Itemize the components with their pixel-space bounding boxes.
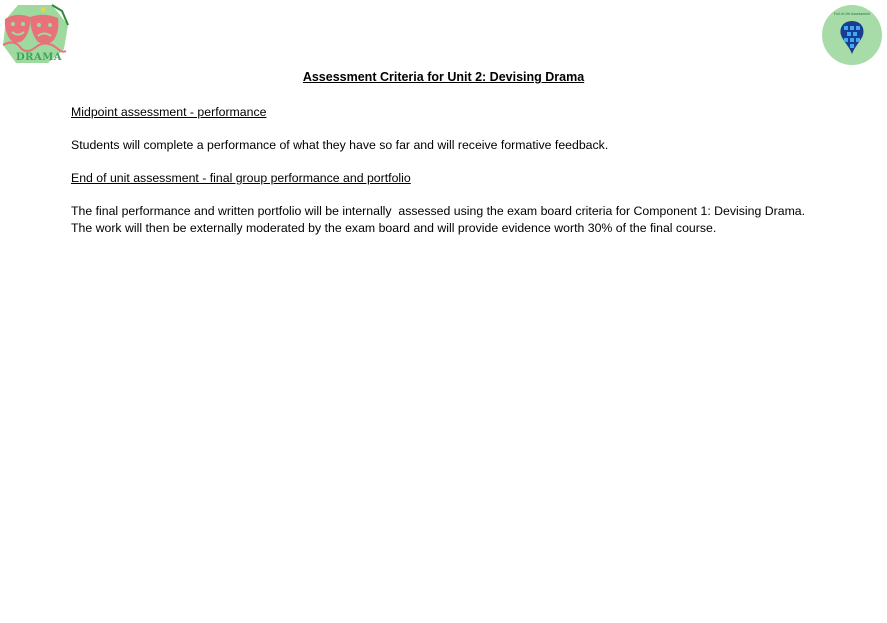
section-body-end-of-unit: The final performance and written portfolio will be internally assessed using the exam board criteria for Component 1: Devising Drama. The work will then be externally moderated by the exam board and will provide evidence worth 30% of the final course. bbox=[71, 204, 809, 235]
section-body-midpoint: Students will complete a performance of what they have so far and will receive formative feedback. bbox=[71, 138, 609, 152]
section-heading-end-of-unit: End of unit assessment - final group performance and portfolio bbox=[71, 171, 411, 185]
assessment-content bbox=[71, 104, 811, 253]
section-heading-midpoint: Midpoint assessment - performance bbox=[71, 105, 267, 119]
badge-logo-text: Full of Life Assessment bbox=[834, 12, 870, 16]
drama-logo-text: DRAMA bbox=[16, 52, 63, 63]
drama-logo bbox=[0, 3, 72, 65]
page-title: Assessment Criteria for Unit 2: Devising Drama bbox=[302, 70, 585, 84]
assessment-badge-logo bbox=[821, 4, 883, 66]
